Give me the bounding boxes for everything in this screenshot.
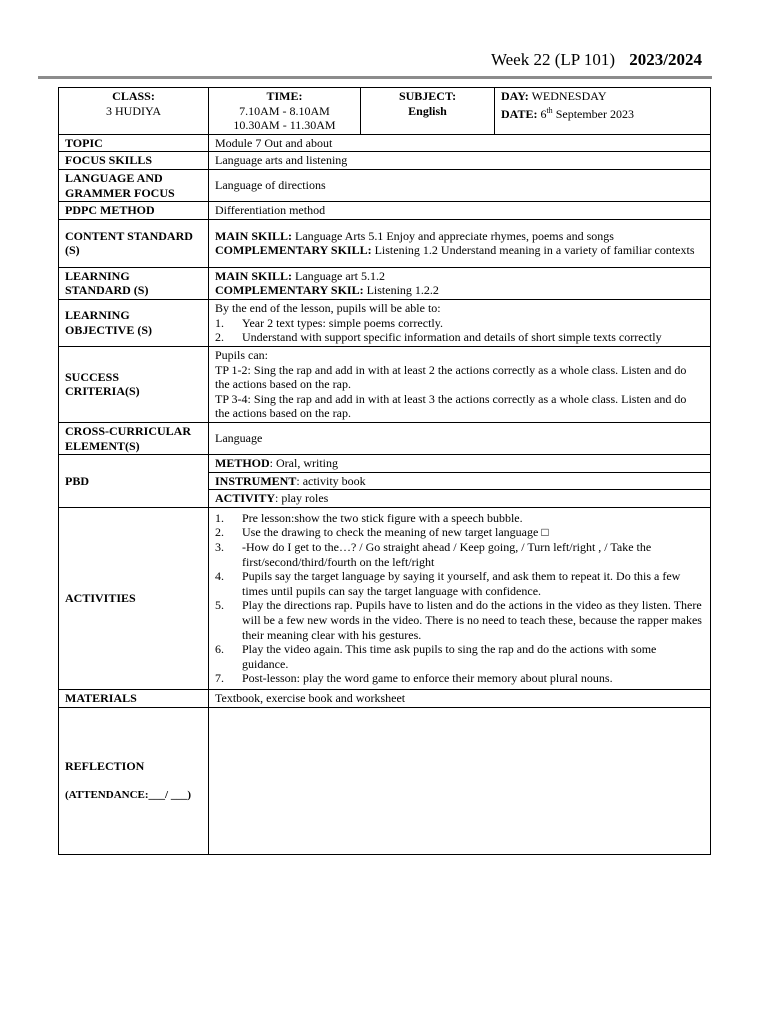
list-item — [215, 671, 704, 686]
attendance-field: (ATTENDANCE:___/ ___) — [65, 788, 191, 801]
success-criteria-label — [59, 346, 209, 422]
time-slot-1: 7.10AM - 8.10AM — [239, 103, 330, 118]
pbd-method-value: : Oral, writing — [269, 456, 338, 471]
pbd-instrument-value: : activity book — [296, 473, 366, 488]
item-number: 2. — [215, 525, 224, 540]
list-item — [215, 316, 704, 331]
item-text: Pupils say the target language by saying it yourself, and ask them to repeat it. Do this a few times until pupils can say the target language with confidence. — [242, 569, 681, 598]
item-number: 4. — [215, 569, 224, 584]
learning-standard-label-line-1: LEARNING — [65, 268, 130, 283]
activities-row — [59, 507, 711, 689]
learning-objective-label-line-1: LEARNING — [65, 308, 130, 323]
cross-curricular-value: Language — [209, 422, 711, 454]
pdpc-row — [59, 202, 711, 220]
learning-standard-label-line-2: STANDARD (S) — [65, 283, 149, 298]
grammar-focus-value: Language of directions — [209, 169, 711, 201]
learning-standard-value — [209, 267, 711, 299]
item-text: Year 2 text types: simple poems correctly. — [242, 315, 443, 330]
list-item — [215, 642, 704, 671]
ls-complementary-skill-text: Listening 1.2.2 — [366, 283, 439, 298]
content-standard-label — [59, 219, 209, 267]
learning-standard-row — [59, 267, 711, 299]
topic-row — [59, 134, 711, 152]
item-text: Post-lesson: play the word game to enforce their memory about plural nouns. — [242, 671, 613, 686]
class-label: CLASS: — [112, 89, 155, 103]
pbd-method — [209, 455, 710, 473]
item-number: 2. — [215, 330, 224, 345]
list-item — [215, 598, 704, 642]
main-skill-text: Language Arts 5.1 Enjoy and appreciate rhymes, poems and songs — [295, 228, 614, 243]
pbd-instrument-label: INSTRUMENT — [215, 473, 297, 488]
pbd-activity — [209, 490, 710, 507]
item-number: 3. — [215, 540, 224, 555]
learning-objective-label — [59, 299, 209, 346]
success-criteria-value — [209, 346, 711, 422]
item-number: 6. — [215, 642, 224, 657]
grammar-focus-label-line-2: GRAMMER FOCUS — [65, 185, 175, 200]
reflection-label: REFLECTION — [65, 759, 145, 774]
main-skill-label: MAIN SKILL: — [215, 228, 293, 243]
class-info-row — [59, 88, 711, 135]
grammar-focus-row — [59, 169, 711, 201]
lesson-plan-table — [58, 87, 711, 855]
pbd-instrument — [209, 473, 710, 491]
pbd-method-label: METHOD — [215, 456, 270, 471]
activities-label: ACTIVITIES — [59, 507, 209, 689]
subject-cell — [361, 88, 495, 135]
criteria-intro: Pupils can: — [215, 347, 268, 362]
date-suffix: th — [546, 105, 553, 115]
pbd-label: PBD — [59, 455, 209, 508]
ls-main-skill-label: MAIN SKILL: — [215, 268, 293, 283]
cross-curricular-label-line-1: CROSS-CURRICULAR — [65, 423, 192, 438]
subject-value: English — [408, 103, 447, 118]
week-label: Week 22 (LP 101) — [490, 50, 616, 69]
content-standard-label-line-1: CONTENT STANDARD — [65, 228, 193, 243]
academic-year: 2023/2024 — [629, 50, 702, 69]
learning-objective-label-line-2: OBJECTIVE (S) — [65, 322, 153, 337]
learning-objective-row — [59, 299, 711, 346]
list-item — [215, 569, 704, 598]
list-item — [215, 511, 704, 526]
reflection-row — [59, 707, 711, 854]
list-item — [215, 525, 704, 540]
date-month-year: September 2023 — [555, 106, 635, 121]
item-text: Understand with support specific information and details of short simple texts correctly — [242, 330, 662, 345]
grammar-focus-label — [59, 169, 209, 201]
materials-label: MATERIALS — [59, 689, 209, 707]
list-item — [215, 540, 704, 569]
pdpc-value: Differentiation method — [209, 202, 711, 220]
item-text: Play the video again. This time ask pupils to sing the rap and do the actions with some guidance. — [242, 642, 657, 671]
success-criteria-label-line-2: CRITERIA(S) — [65, 384, 140, 399]
reflection-label-cell — [59, 707, 209, 854]
criteria-tp-3-4: TP 3-4: Sing the rap and add in with at least 3 the actions correctly as a whole class. Listen and do the actions based on the rap. — [215, 391, 687, 421]
success-criteria-label-line-1: SUCCESS — [65, 369, 120, 384]
day-label: DAY: — [501, 89, 529, 103]
success-criteria-row — [59, 346, 711, 422]
date-label: DATE: — [501, 106, 538, 121]
learning-objective-value — [209, 299, 711, 346]
topic-value: Module 7 Out and about — [209, 134, 711, 152]
class-cell — [59, 88, 209, 135]
topic-label: TOPIC — [59, 134, 209, 152]
time-label: TIME: — [266, 89, 303, 103]
complementary-skill-text: Listening 1.2 Understand meaning in a variety of familiar contexts — [374, 243, 695, 258]
cross-curricular-label — [59, 422, 209, 454]
focus-skills-row — [59, 152, 711, 170]
header-divider — [38, 76, 712, 79]
content-standard-value — [209, 219, 711, 267]
item-text: Use the drawing to check the meaning of new target language □ — [242, 525, 549, 540]
focus-skills-label: FOCUS SKILLS — [59, 152, 209, 170]
reflection-value — [209, 707, 711, 854]
date-day: 6 — [540, 106, 547, 121]
time-slot-2: 10.30AM - 11.30AM — [233, 118, 336, 133]
class-value: 3 HUDIYA — [106, 103, 161, 118]
item-number: 7. — [215, 671, 224, 686]
pbd-row — [59, 455, 711, 508]
day-date-cell — [495, 88, 711, 135]
ls-complementary-skill-label: COMPLEMENTARY SKIL: — [215, 283, 364, 298]
pbd-value — [209, 455, 711, 508]
learning-standard-label — [59, 267, 209, 299]
item-text: -How do I get to the…? / Go straight ahead / Keep going, / Turn left/right , / Take the first/second/third/fourth on the left/right — [242, 540, 652, 569]
pbd-activity-label: ACTIVITY — [215, 491, 276, 506]
item-number: 1. — [215, 315, 224, 330]
ls-main-skill-text: Language art 5.1.2 — [295, 268, 385, 283]
document-header — [491, 50, 702, 70]
item-text: Pre lesson:show the two stick figure with a speech bubble. — [242, 510, 523, 525]
materials-value: Textbook, exercise book and worksheet — [209, 689, 711, 707]
objective-intro: By the end of the lesson, pupils will be able to: — [215, 301, 441, 316]
content-standard-label-line-2: (S) — [65, 243, 80, 258]
item-number: 5. — [215, 598, 224, 613]
time-cell — [209, 88, 361, 135]
focus-skills-value: Language arts and listening — [209, 152, 711, 170]
item-text: Play the directions rap. Pupils have to listen and do the actions in the video as they listen. There will be a few new words in the video. There is no need to teach these, because the rapper makes their meaning clear with his gestures. — [242, 598, 702, 642]
criteria-tp-1-2: TP 1-2: Sing the rap and add in with at least 2 the actions correctly as a whole class. Listen and do the actions based on the rap. — [215, 362, 687, 392]
list-item — [215, 330, 704, 345]
day-value: WEDNESDAY — [531, 89, 607, 103]
grammar-focus-label-line-1: LANGUAGE AND — [65, 170, 163, 185]
item-number: 1. — [215, 510, 224, 525]
activities-value — [209, 507, 711, 689]
complementary-skill-label: COMPLEMENTARY SKILL: — [215, 243, 372, 258]
content-standard-row — [59, 219, 711, 267]
subject-label: SUBJECT: — [398, 89, 457, 103]
pdpc-label: PDPC METHOD — [59, 202, 209, 220]
pbd-activity-value: : play roles — [275, 491, 329, 506]
materials-row — [59, 689, 711, 707]
cross-curricular-label-line-2: ELEMENT(S) — [65, 438, 140, 453]
cross-curricular-row — [59, 422, 711, 454]
